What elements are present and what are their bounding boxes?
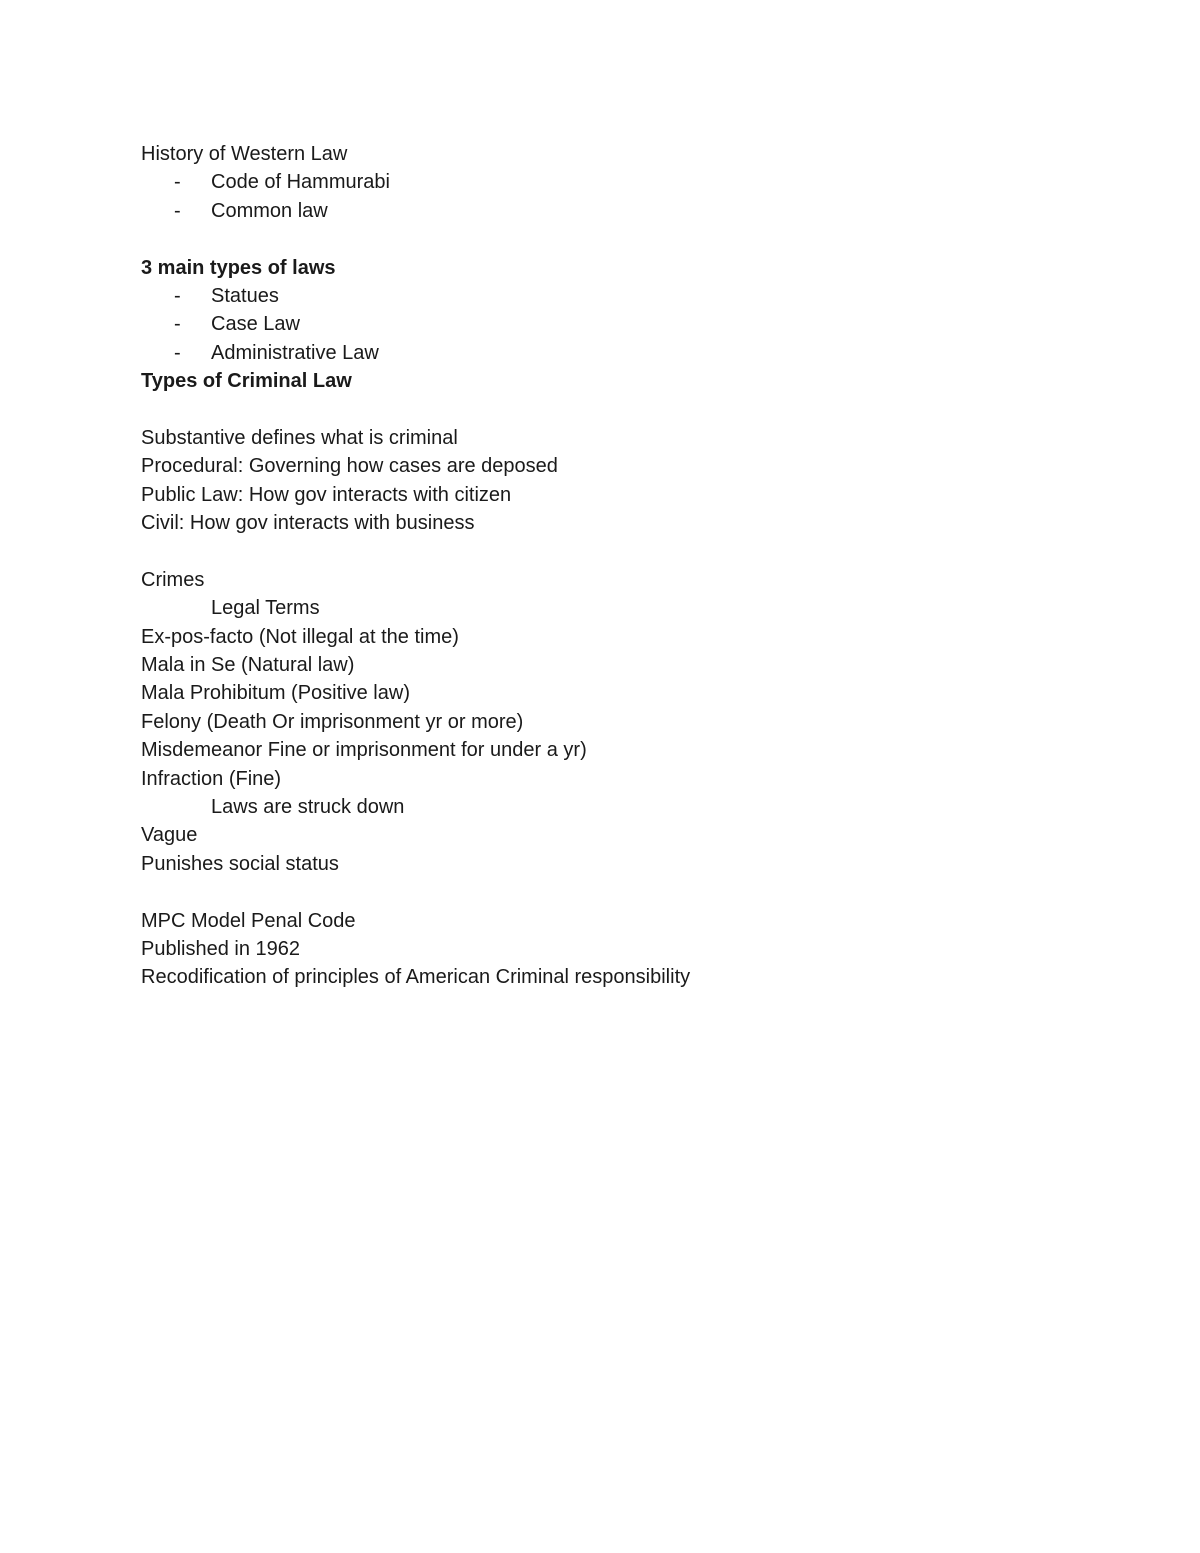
text-line: MPC Model Penal Code	[141, 909, 356, 932]
text-line: Ex-pos-facto (Not illegal at the time)	[141, 625, 459, 648]
text-line: Recodification of principles of American Criminal responsibility	[141, 966, 691, 989]
bullet-marker: -	[174, 284, 181, 307]
document-body	[141, 140, 1041, 992]
blank-line	[141, 396, 1041, 424]
indented-subheading: Legal Terms	[211, 597, 320, 620]
bullet-item	[141, 310, 1041, 338]
bullet-marker: -	[174, 199, 181, 222]
text-line: Procedural: Governing how cases are deposed	[141, 455, 558, 478]
bullet-item	[141, 168, 1041, 196]
bullet-text: Case Law	[211, 313, 300, 336]
bullet-text: Common law	[211, 199, 328, 222]
text-line: Mala Prohibitum (Positive law)	[141, 682, 410, 705]
text-line: Civil: How gov interacts with business	[141, 512, 475, 535]
blank-line	[141, 878, 1041, 906]
indented-subheading: Laws are struck down	[211, 795, 405, 818]
bullet-marker: -	[174, 171, 181, 194]
text-line: Substantive defines what is criminal	[141, 426, 458, 449]
bullet-item	[141, 282, 1041, 310]
text-line: Felony (Death Or imprisonment yr or more)	[141, 710, 524, 733]
text-line: Published in 1962	[141, 937, 301, 960]
text-line: Crimes	[141, 568, 205, 591]
text-line: History of Western Law	[141, 143, 348, 165]
text-line: Misdemeanor Fine or imprisonment for under a yr)	[141, 739, 587, 762]
bullet-text: Administrative Law	[211, 341, 379, 364]
text-line: Mala in Se (Natural law)	[141, 654, 355, 677]
bullet-marker: -	[174, 341, 181, 364]
bullet-item	[141, 197, 1041, 225]
blank-line	[141, 225, 1041, 253]
text-line: Infraction (Fine)	[141, 767, 282, 790]
section-heading: Types of Criminal Law	[141, 370, 352, 393]
section-heading: 3 main types of laws	[141, 256, 336, 279]
text-line: Punishes social status	[141, 852, 339, 875]
bullet-text: Statues	[211, 284, 279, 307]
blank-line	[141, 537, 1041, 565]
bullet-marker: -	[174, 313, 181, 336]
text-line: Vague	[141, 824, 198, 847]
text-line: Public Law: How gov interacts with citizen	[141, 483, 512, 506]
bullet-text: Code of Hammurabi	[211, 171, 390, 194]
bullet-item	[141, 339, 1041, 367]
